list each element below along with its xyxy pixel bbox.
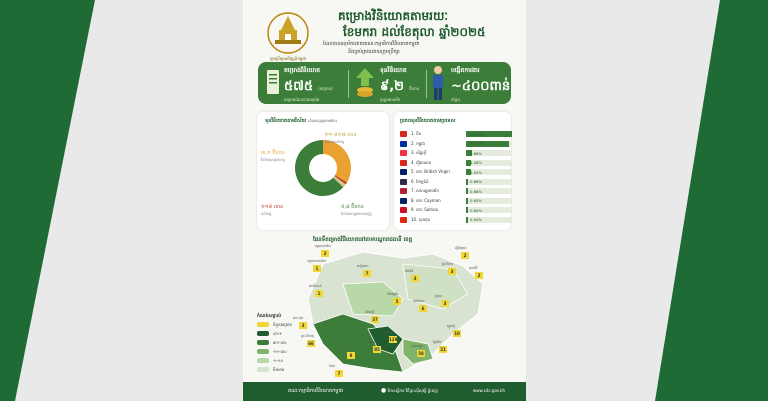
province-name: ព្រះវិហារ (442, 262, 453, 266)
legend-swatch (257, 340, 269, 345)
footer-address: វិមានស្ដីការ វិថីព្រះស៊ីសុវត្ថិ ភ្នំពេញ (388, 388, 438, 393)
country-name: 9. កោះ Samoa (411, 207, 438, 212)
legend-swatch (257, 367, 269, 372)
legend-item (257, 339, 307, 347)
share-pct: 0.60% (470, 207, 483, 213)
country-row (400, 187, 508, 196)
page-title: គម្រោងវិនិយោគតាមរយៈ (338, 9, 449, 23)
share-pct: 35.80% (470, 131, 485, 137)
province-name: ស្ទឹងត្រែង (455, 246, 467, 250)
province-count: 21 (440, 347, 446, 352)
province-name: កណ្ដាល (367, 340, 378, 344)
province-name: ភ្នំពេញ (383, 330, 392, 334)
share-pct: 4.68% (470, 150, 483, 156)
legend-label: ៣១-៨០ (273, 340, 287, 345)
legend-label: មិនមាន (273, 367, 285, 372)
province-name: កោះកុង (293, 316, 303, 320)
country-name: 10. ហុងកុង (411, 216, 431, 222)
donut-note-industry: វិស័យឧស្សាហកម្ម (261, 158, 285, 162)
province-name: រតនគិរី (469, 266, 478, 270)
country-card-title: ប្រភពទុនវិនិយោគតាមប្រទេស (400, 118, 456, 124)
province-name: ស្វាយរៀង (411, 344, 424, 348)
legend-swatch (257, 322, 269, 327)
donut-note-infra: វិស័យហេដ្ឋារចនាសម្ព័ន្ធ (341, 212, 372, 216)
logo-caption: ក្រុមប្រឹក្សាអភិវឌ្ឍន៍កម្ពុជា (269, 56, 307, 61)
flag-icon (400, 131, 407, 137)
province-name: ព្រះសីហនុ (301, 334, 314, 338)
country-row (400, 159, 508, 168)
flag-icon (400, 217, 407, 223)
share-pct: 0.65% (470, 198, 483, 203)
province-name: កំពត (329, 364, 336, 368)
province-count: 5 (393, 298, 401, 305)
legend-title: កំណត់សម្គាល់ (257, 314, 282, 319)
province-count: 58 (418, 351, 424, 356)
flag-icon (400, 179, 407, 185)
flag-icon (400, 150, 407, 156)
province-count: 2 (475, 272, 483, 279)
province-count: 66 (308, 341, 314, 346)
province-count: 129 (389, 337, 398, 342)
province-count: 3 (441, 300, 449, 307)
province-name: កំពង់ស្ពឺ (365, 310, 375, 314)
province-count: 3 (299, 322, 307, 329)
legend-label: ចំនួនគម្រោង (273, 322, 292, 327)
divider (348, 70, 349, 98)
legend-swatch (257, 349, 269, 354)
country-row (400, 216, 508, 225)
share-pct: 0.86% (470, 179, 483, 184)
flag-icon (400, 207, 407, 213)
share-pct: 33.52% (470, 141, 485, 146)
province-count: 10 (454, 331, 460, 336)
page-subtitle-2: និងគ្រប់គ្រងដោយក្រុមប្រឹក្សា (348, 49, 400, 55)
share-bar (466, 188, 468, 194)
province-count: 2 (321, 250, 329, 257)
footer-website[interactable]: www.cdc.gov.kh (473, 388, 506, 393)
country-row (400, 197, 508, 206)
province-count: 2 (461, 252, 469, 259)
legend-label: ១១-៣០ (273, 349, 287, 354)
sector-card (257, 112, 389, 230)
province-count: 3 (448, 268, 456, 275)
country-row (400, 206, 508, 215)
share-pct: 4.06% (470, 160, 483, 165)
province-name: បន្ទាយមានជ័យ (307, 259, 326, 263)
flag-icon (400, 141, 407, 147)
worker-icon (430, 65, 446, 101)
infographic-poster (243, 0, 526, 401)
province-count: 7 (363, 270, 371, 277)
legend-item (257, 357, 307, 365)
map-legend (257, 314, 307, 378)
legend-swatch (257, 358, 269, 363)
map-title: ផែនទីគម្រោងវិនិយោគនៅតាមបណ្ដារាជធានី ខេត្ត (313, 237, 413, 243)
donut-label-services: ២១ ៨១៧ លាន (325, 132, 357, 138)
header (243, 8, 526, 60)
country-row (400, 130, 508, 139)
share-bar (466, 179, 468, 185)
country-name: 6. ថៃឡង់ដ៍ (411, 178, 429, 184)
country-name: 5. កោះ British Virgin (411, 169, 450, 174)
stat-projects: គម្រោងវិនិយោគ ៥៧៥ (គម្រោង) គម្រោងដែលបានអនុម័ត (284, 67, 333, 102)
donut-label-infra: ៥,៨ ប៊ីលាន (341, 204, 364, 210)
footer-org: គណៈកម្មាធិការវិនិយោគកម្ពុជា (288, 388, 344, 394)
donut-label-industry: ៣,១ ប៊ីលាន (261, 150, 285, 156)
share-bar (466, 207, 468, 213)
country-name: 2. កម្ពុជា (411, 140, 425, 146)
donut-slice (323, 140, 351, 182)
stat-jobs: បង្កើតការងារ ~៤០០ពាន់ កន្លែង (451, 67, 511, 102)
flag-icon (400, 160, 407, 166)
province-name: សៀមរាប (357, 264, 369, 268)
province-name: កំពង់ធំ (405, 269, 414, 273)
cdc-logo (265, 10, 311, 56)
share-bar (466, 198, 468, 204)
province-count: 85 (374, 347, 380, 352)
share-pct: 0.68% (470, 188, 483, 194)
province-name: កំពង់ឆ្នាំង (387, 292, 399, 296)
country-name: 4. វៀតណាម (411, 159, 432, 165)
legend-label: ១-១០ (273, 358, 284, 363)
province-name: ឧត្ដរមានជ័យ (315, 244, 331, 248)
province-count: 1 (313, 265, 321, 272)
province-name: ក្រចេះ (435, 294, 443, 298)
legend-item (257, 348, 307, 356)
legend-swatch (257, 331, 269, 336)
province-name: ព្រៃវែង (433, 340, 442, 344)
donut-note-agri: កសិកម្ម (261, 212, 272, 216)
country-row (400, 149, 508, 158)
sector-card-title: ទុនវិនិយោគតាមវិស័យ (គិតជាដុល្លារអាមេរិក) (265, 118, 338, 124)
stat-capital: ទុនវិនិយោគ ៩,២ ប៊ីលាន ដុល្លារអាមេរិក (380, 67, 420, 102)
legend-label: ៨១+ (273, 331, 283, 336)
province-count: 7 (335, 370, 343, 377)
province-name: កំពង់ចាម (413, 299, 425, 303)
country-name: 8. កោះ Cayman (411, 197, 441, 203)
country-name: 3. សិង្ហបុរី (411, 150, 427, 155)
sector-donut-chart (293, 138, 353, 198)
location-pin-icon: ● (381, 387, 387, 394)
country-row (400, 140, 508, 149)
country-row (400, 168, 508, 177)
share-bar (466, 217, 468, 223)
province-count: 8 (347, 352, 355, 359)
province-count: 3 (411, 275, 419, 282)
donut-note-services: វិស័យសេវាកម្ម (325, 140, 345, 144)
page-title-date: ខែមករា ដល់ខែតុលា ឆ្នាំ២០២៥ (343, 25, 486, 39)
page-subtitle: ដែលបានអនុម័តដោយគណៈកម្មាធិការវិនិយោគកម្ពុជា (323, 41, 420, 47)
footer (243, 382, 526, 401)
province-name: តាកែវ (341, 346, 349, 350)
stats-banner (258, 62, 511, 104)
province-name: ត្បូងឃ្មុំ (447, 324, 456, 328)
country-card (394, 112, 511, 230)
country-row (400, 178, 508, 187)
province-count: 37 (372, 317, 378, 322)
country-name: 1. ចិន (411, 131, 422, 136)
province-name: ពោធិ៍សាត់ (309, 284, 322, 288)
province-count: 1 (315, 290, 323, 297)
document-icon (266, 69, 280, 95)
donut-label-agri: ១១៨ លាន (261, 204, 284, 210)
flag-icon (400, 169, 407, 175)
flag-icon (400, 188, 407, 194)
share-pct: 0.50% (470, 217, 483, 222)
divider (426, 70, 427, 98)
legend-item (257, 321, 307, 329)
province-count: 6 (419, 305, 427, 312)
legend-item (257, 366, 307, 374)
flag-icon (400, 198, 407, 204)
money-growth-icon (354, 68, 376, 98)
legend-item (257, 330, 307, 338)
share-pct: 3.54% (470, 169, 483, 175)
country-name: 7. សហរដ្ឋអាមេរិក (411, 188, 439, 193)
